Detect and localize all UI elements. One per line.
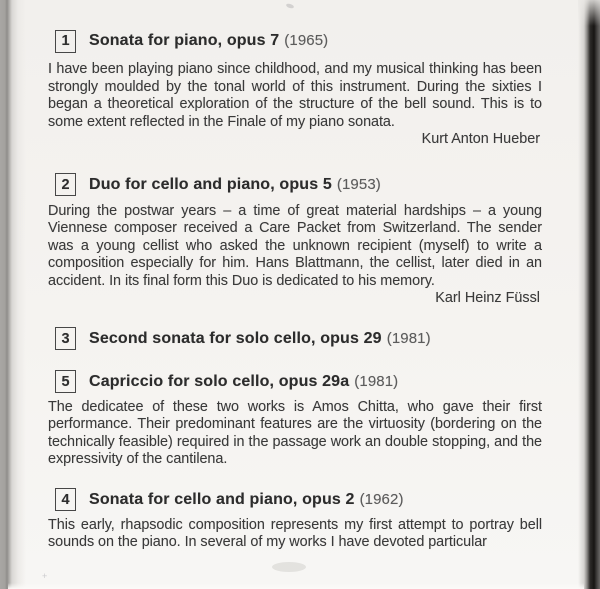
- track-number-box: 4: [55, 488, 76, 511]
- composer-attribution: Karl Heinz Füssl: [435, 290, 540, 306]
- work-section-3: [48, 327, 542, 351]
- work-year: (1981): [386, 329, 431, 347]
- work-heading: [48, 370, 542, 394]
- work-title-text: Capriccio for solo cello, opus 29a: [89, 372, 350, 390]
- work-heading: [48, 173, 542, 197]
- work-section-2: [48, 173, 542, 308]
- track-number-box: 5: [55, 370, 76, 393]
- work-section-4: [48, 488, 542, 552]
- scan-edge-left: [0, 0, 26, 589]
- work-title-text: Sonata for piano, opus 7: [89, 32, 280, 49]
- work-section-5: [48, 370, 542, 469]
- work-heading: [48, 29, 542, 53]
- work-title-text: Duo for cello and piano, opus 5: [89, 175, 332, 193]
- scan-artifact-bottom-smudge: [272, 562, 306, 572]
- work-description: During the postwar years – a time of great material hardships – a young Viennese composer received a Care Packet from Switzerland. The sender was a young cellist who asked the unknown recipient (myself) to write a composition especially for him. Hans Blattmann, the cellist, later died in an accident. In its final form this Duo is dedicated to his memory.: [48, 202, 542, 289]
- work-description: I have been playing piano since childhood, and my musical thinking has been strongly moulded by the tonal world of this instrument. During the sixties I began a theoretical exploration of the structure of the bell sound. This is to some extent reflected in the Finale of my piano sonata.: [48, 61, 542, 130]
- scan-edge-right-fade: [578, 0, 600, 26]
- work-year: (1965): [284, 32, 329, 49]
- work-title: [89, 373, 398, 391]
- work-year: (1981): [354, 372, 399, 390]
- work-year: (1953): [336, 175, 381, 193]
- scan-edge-right: [578, 0, 600, 589]
- work-title-text: Second sonata for solo cello, opus 29: [89, 329, 382, 347]
- work-title-text: Sonata for cello and piano, opus 2: [89, 490, 355, 508]
- scan-artifact-plus-mark: +: [42, 571, 48, 581]
- composer-attribution: Kurt Anton Hueber: [421, 131, 540, 147]
- work-title: [89, 330, 431, 348]
- work-title: [89, 491, 404, 509]
- work-description: This early, rhapsodic composition represents my first attempt to portray bell sounds on the piano. In several of my works I have devoted particular: [48, 516, 542, 550]
- work-heading: [48, 488, 542, 512]
- work-title: [89, 32, 328, 50]
- track-number-box: 1: [55, 30, 76, 53]
- work-heading: [48, 327, 542, 351]
- scan-edge-bottom: [8, 583, 584, 589]
- work-description: The dedicatee of these two works is Amos Chitta, who gave their first performance. Their predominant features are the virtuosity (bordering on the technically feasible) required in the passage work an double stopping, and the expressivity of the cantilena.: [48, 398, 542, 467]
- track-number-box: 3: [55, 327, 76, 350]
- track-number-box: 2: [55, 173, 76, 196]
- work-title: [89, 176, 381, 194]
- work-year: (1962): [359, 490, 404, 508]
- work-section-1: [48, 29, 542, 149]
